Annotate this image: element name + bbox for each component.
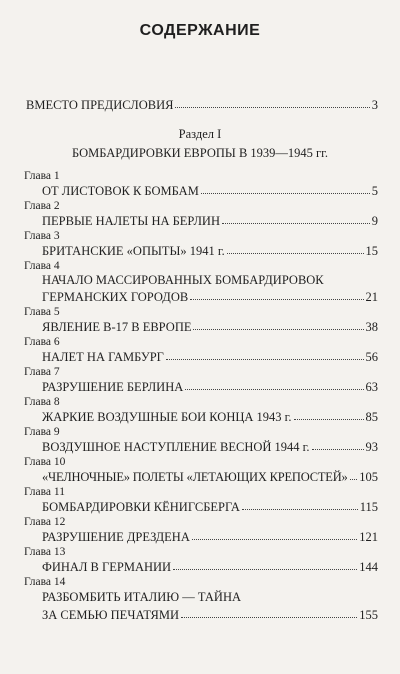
dot-leader: [193, 318, 363, 330]
entry-title: «ЧЕЛНОЧНЫЕ» ПОЛЕТЫ «ЛЕТАЮЩИХ КРЕПОСТЕЙ»: [42, 470, 348, 484]
page-number: 144: [359, 560, 378, 574]
entry-title-line1: НАЧАЛО МАССИРОВАННЫХ БОМБАРДИРОВОК: [42, 273, 324, 287]
chapter-label: Глава 10: [24, 456, 66, 468]
dot-leader: [166, 348, 364, 360]
page-number: 38: [365, 320, 378, 334]
chapter-label: Глава 1: [24, 170, 60, 182]
page-number: 5: [371, 184, 378, 198]
page-number: 63: [365, 380, 378, 394]
entry-title: ЖАРКИЕ ВОЗДУШНЫЕ БОИ КОНЦА 1943 г.: [42, 410, 292, 424]
dot-leader: [192, 528, 357, 540]
dot-leader: [173, 558, 357, 570]
entry-title: РАЗРУШЕНИЕ БЕРЛИНА: [42, 380, 184, 394]
page-number: 105: [359, 470, 378, 484]
chapter-label: Глава 11: [24, 486, 65, 498]
page-number: 15: [365, 244, 378, 258]
section-title: БОМБАРДИРОВКИ ЕВРОПЫ В 1939—1945 гг.: [71, 146, 328, 160]
page-title: СОДЕРЖАНИЕ: [139, 22, 261, 39]
chapter-label: Глава 9: [24, 426, 60, 438]
chapter-label: Глава 8: [24, 396, 60, 408]
entry-title: ВОЗДУШНОЕ НАСТУПЛЕНИЕ ВЕСНОЙ 1944 г.: [42, 440, 310, 454]
page-number: 21: [365, 290, 378, 304]
dot-leader: [175, 96, 369, 108]
chapter-label: Глава 13: [24, 546, 66, 558]
chapter-label: Глава 6: [24, 336, 60, 348]
dot-leader: [190, 288, 363, 300]
dot-leader: [227, 242, 364, 254]
dot-leader: [185, 378, 363, 390]
chapter-label: Глава 12: [24, 516, 66, 528]
entry-title-line1: РАЗБОМБИТЬ ИТАЛИЮ — ТАЙНА: [42, 590, 241, 604]
dot-leader: [242, 498, 358, 510]
entry-title: НАЛЕТ НА ГАМБУРГ: [42, 350, 164, 364]
entry-title: БРИТАНСКИЕ «ОПЫТЫ» 1941 г.: [42, 244, 225, 258]
entry-title: ПЕРВЫЕ НАЛЕТЫ НА БЕРЛИН: [42, 214, 220, 228]
dot-leader: [181, 606, 357, 618]
dot-leader: [222, 212, 370, 224]
page-number: 3: [371, 98, 378, 112]
page-number: 85: [365, 410, 378, 424]
chapter-label: Глава 5: [24, 306, 60, 318]
chapter-label: Глава 4: [24, 260, 60, 272]
entry-title: ЗА СЕМЬЮ ПЕЧАТЯМИ: [42, 608, 180, 622]
page-number: 155: [359, 608, 378, 622]
entry-title: ОТ ЛИСТОВОК К БОМБАМ: [42, 184, 199, 198]
entry-title: ВМЕСТО ПРЕДИСЛОВИЯ: [26, 98, 174, 112]
page-number: 9: [371, 214, 378, 228]
chapter-label: Глава 2: [24, 200, 60, 212]
entry-title: БОМБАРДИРОВКИ КЁНИГСБЕРГА: [42, 500, 240, 514]
entry-title: ЯВЛЕНИЕ B-17 В ЕВРОПЕ: [42, 320, 192, 334]
page-number: 115: [359, 500, 378, 514]
entry-title: ФИНАЛ В ГЕРМАНИИ: [42, 560, 172, 574]
entry-title: ГЕРМАНСКИХ ГОРОДОВ: [42, 290, 189, 304]
page-number: 121: [359, 530, 378, 544]
chapter-label: Глава 3: [24, 230, 60, 242]
page-number: 56: [365, 350, 378, 364]
entry-title: РАЗРУШЕНИЕ ДРЕЗДЕНА: [42, 530, 190, 544]
dot-leader: [294, 408, 364, 420]
chapter-label: Глава 7: [24, 366, 60, 378]
dot-leader: [201, 182, 370, 194]
page-number: 93: [365, 440, 378, 454]
chapter-label: Глава 14: [24, 576, 66, 588]
dot-leader: [312, 438, 364, 450]
section-label: Раздел I: [178, 127, 222, 141]
dot-leader: [350, 468, 358, 480]
